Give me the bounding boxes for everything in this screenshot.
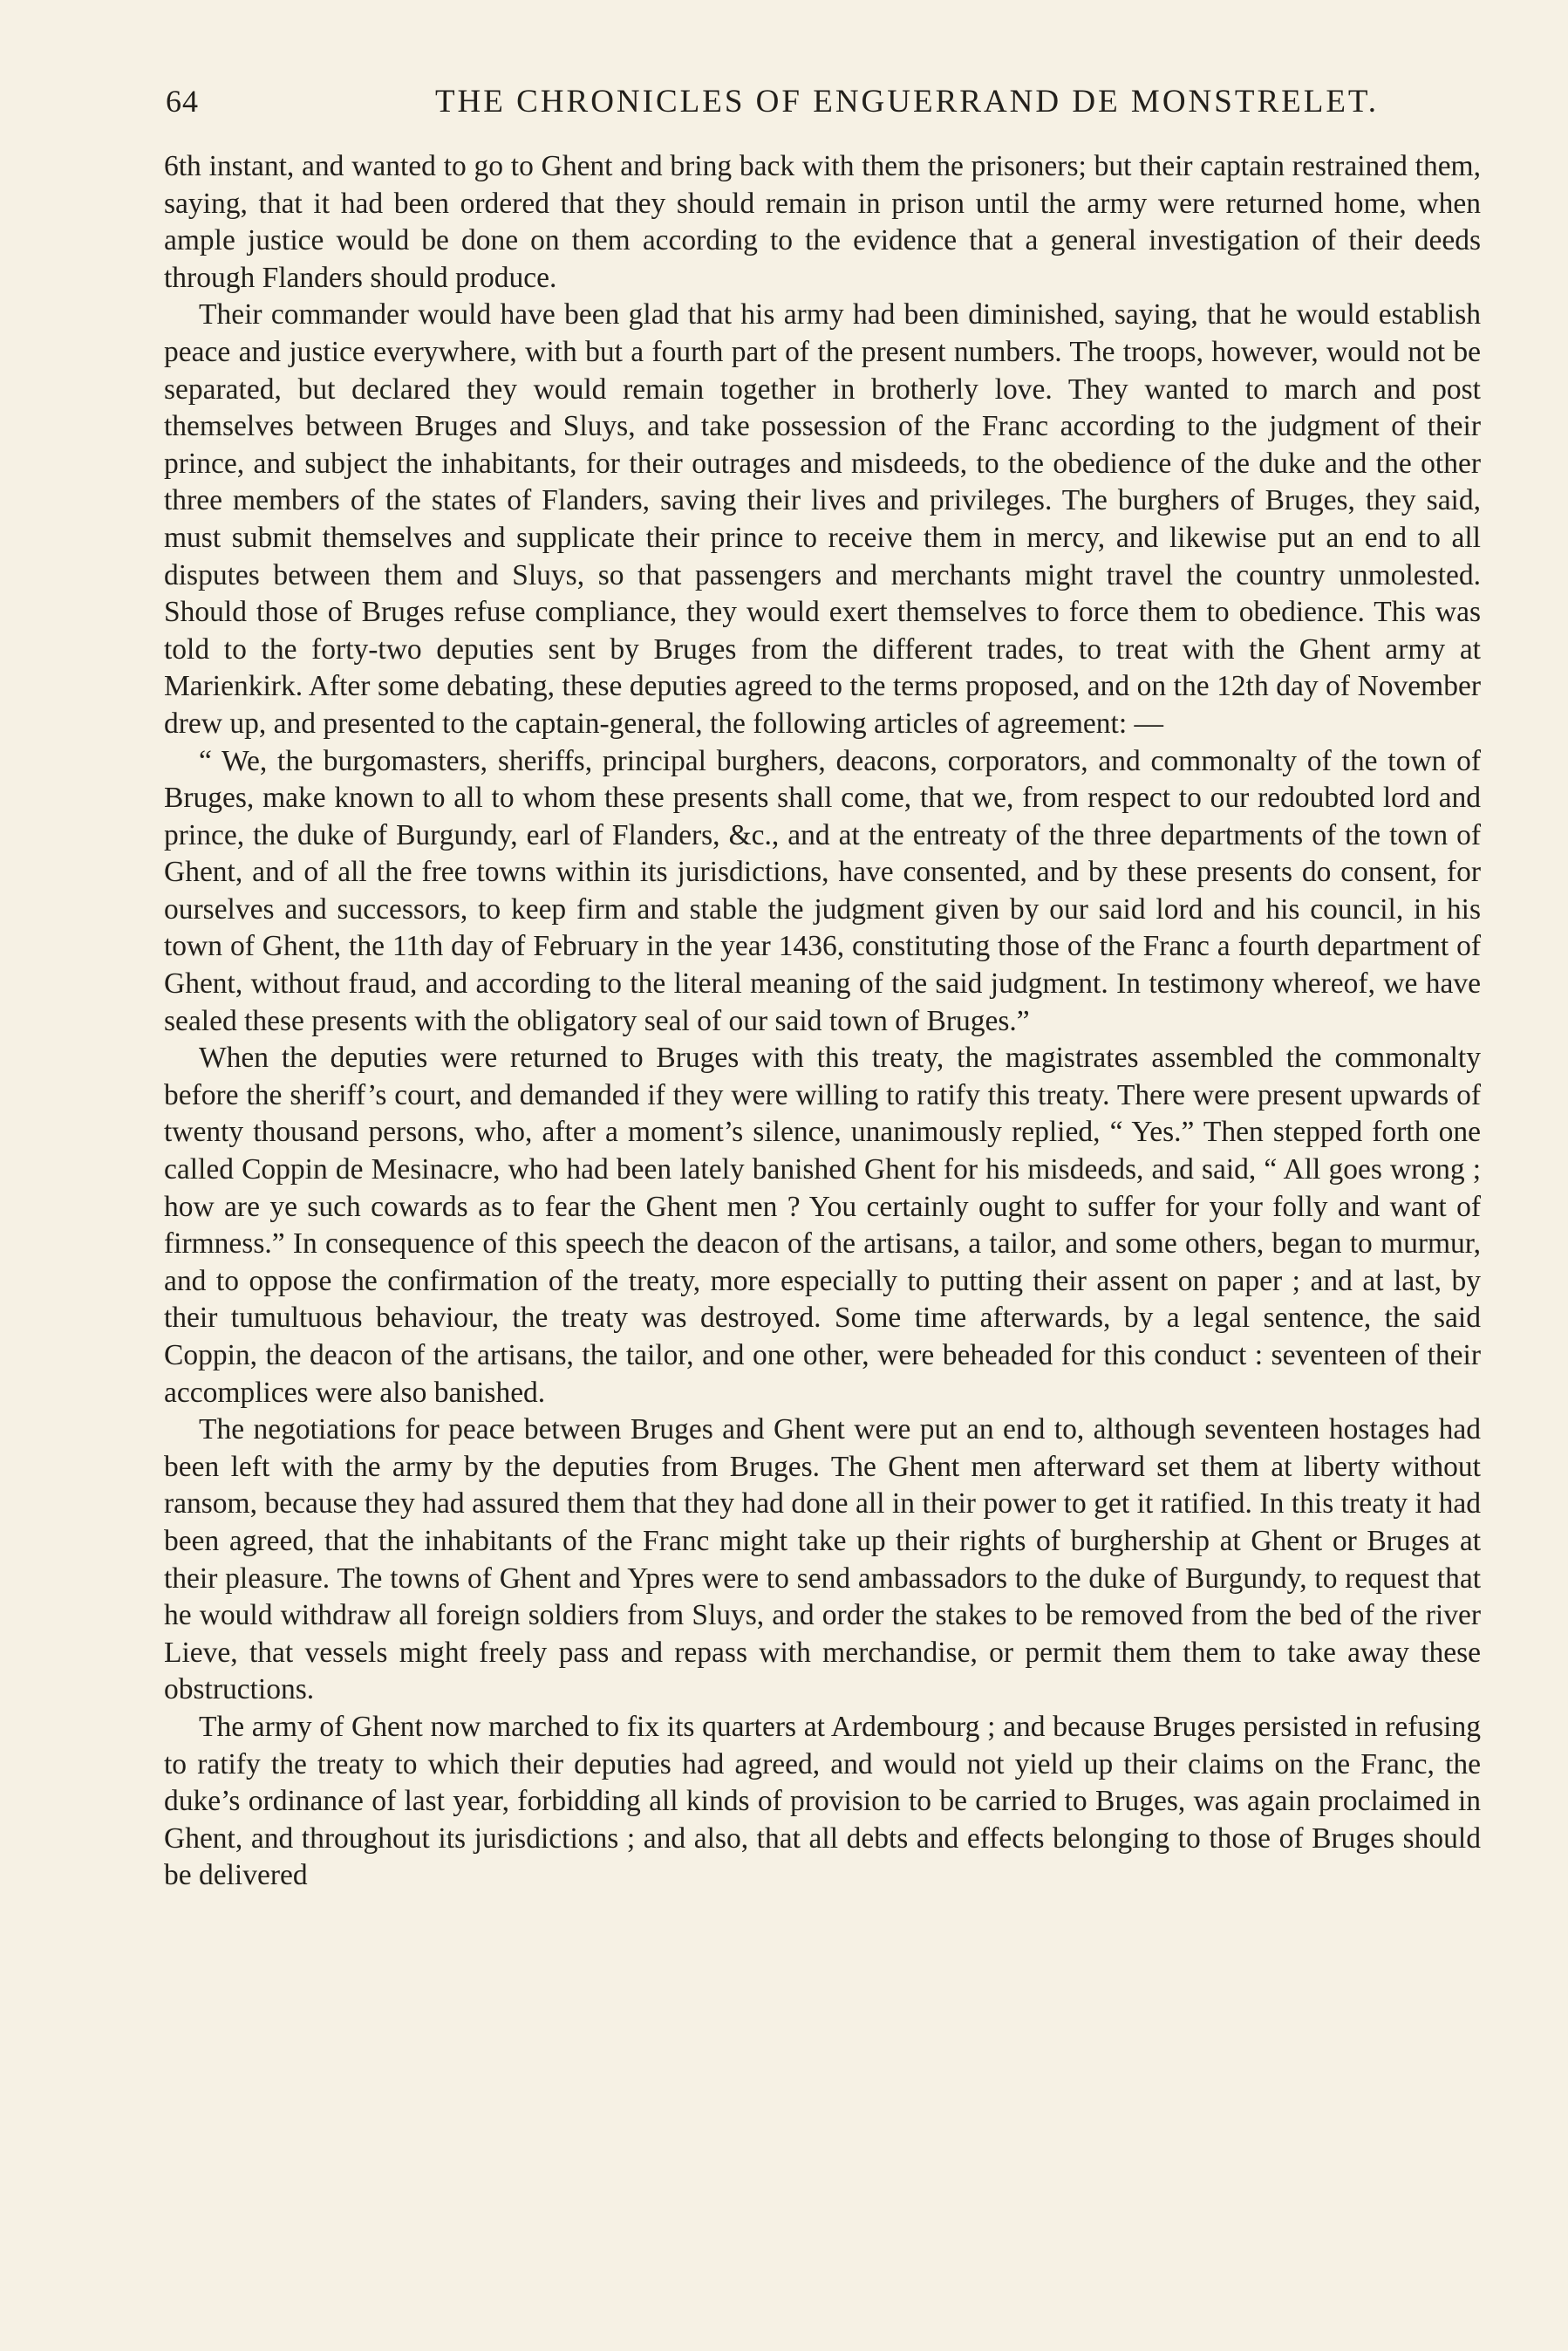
running-title: THE CHRONICLES OF ENGUERRAND DE MONSTRELET. — [434, 84, 1380, 120]
page-header — [166, 83, 1474, 126]
body-text — [164, 148, 1481, 1895]
paragraph: Their commander would have been glad that his army had been diminished, saying, that he would establish peace and justice everywhere, with but a fourth part of the present numbers. The troops, however, would not be separated, but declared they would remain together in brotherly love. They wanted to march and post themselves between Bruges and Sluys, and take possession of the Franc according to the judgment of their prince, and subject the inhabitants, for their outrages and misdeeds, to the obedience of the duke and the other three members of the states of Flanders, saving their lives and privileges. The burghers of Bruges, they said, must submit themselves and supplicate their prince to receive them in mercy, and likewise put an end to all disputes between them and Sluys, so that passengers and merchants might travel the country unmolested. Should those of Bruges refuse compliance, they would exert themselves to force them to obedience. This was told to the forty-two deputies sent by Bruges from the different trades, to treat with the Ghent army at Marienkirk. After some debating, these deputies agreed to the terms proposed, and on the 12th day of November drew up, and presented to the captain-general, the following articles of agreement: — — [164, 298, 1481, 740]
paragraph-continued: 6th instant, and wanted to go to Ghent and bring back with them the prisoners; but their captain restrained them, saying, that it had been ordered that they should remain in prison until the army were returned home, when ample justice would be done on them according to the evidence that a general investigation of their deeds through Flanders should produce. — [164, 150, 1481, 294]
page-number: 64 — [166, 84, 199, 119]
paragraph: The army of Ghent now marched to fix its quarters at Ardembourg ; and because Bruges persisted in refusing to ratify the treaty to which their deputies had agreed, and would not yield up their claims on the Franc, the duke’s ordinance of last year, forbidding all kinds of provision to be carried to Bruges, was again proclaimed in Ghent, and throughout its jurisdictions ; and also, that all debts and effects belonging to those of Bruges should be delivered — [164, 1710, 1481, 1892]
paragraph: The negotiations for peace between Bruges and Ghent were put an end to, although seventeen hostages had been left with the army by the deputies from Bruges. The Ghent men afterward set them at liberty without ransom, because they had assured them that they had done all in their power to get it ratified. In this treaty it had been agreed, that the inhabitants of the Franc might take up their rights of burghership at Ghent or Bruges at their pleasure. The towns of Ghent and Ypres were to send ambassadors to the duke of Burgundy, to request that he would withdraw all foreign soldiers from Sluys, and order the stakes to be removed from the bed of the river Lieve, that vessels might freely pass and repass with merchandise, or permit them them to take away these obstructions. — [164, 1413, 1481, 1706]
paragraph: When the deputies were returned to Bruges with this treaty, the magistrates assembled the commonalty before the sheriff’s court, and demanded if they were willing to ratify this treaty. There were present upwards of twenty thousand persons, who, after a moment’s silence, unanimously replied, “ Yes.” Then stepped forth one called Coppin de Mesinacre, who had been lately banished Ghent for his misdeeds, and said, “ All goes wrong ; how are ye such cowards as to fear the Ghent men ? You certainly ought to suffer for your folly and want of firmness.” In consequence of this speech the deacon of the artisans, a tailor, and some others, began to murmur, and to oppose the confirmation of the treaty, more especially to putting their assent on paper ; and at last, by their tumultuous behaviour, the treaty was destroyed. Some time afterwards, by a legal sentence, the said Coppin, the deacon of the artisans, the tailor, and one other, were beheaded for this conduct : seventeen of their accomplices were also banished. — [164, 1042, 1481, 1409]
paragraph-quoted-agreement: “ We, the burgomasters, sheriffs, principal burghers, deacons, corporators, and commonalty of the town of Bruges, make known to all to whom these presents shall come, that we, from respect to our redoubted lord and prince, the duke of Burgundy, earl of Flanders, &c., and at the entreaty of the three departments of the town of Ghent, and of all the free towns within its jurisdictions, have consented, and by these presents do consent, for ourselves and successors, to keep firm and stable the judgment given by our said lord and his council, in his town of Ghent, the 11th day of February in the year 1436, constituting those of the Franc a fourth department of Ghent, without fraud, and according to the literal meaning of the said judgment. In testimony whereof, we have sealed these presents with the obligatory seal of our said town of Bruges.” — [164, 744, 1481, 1037]
